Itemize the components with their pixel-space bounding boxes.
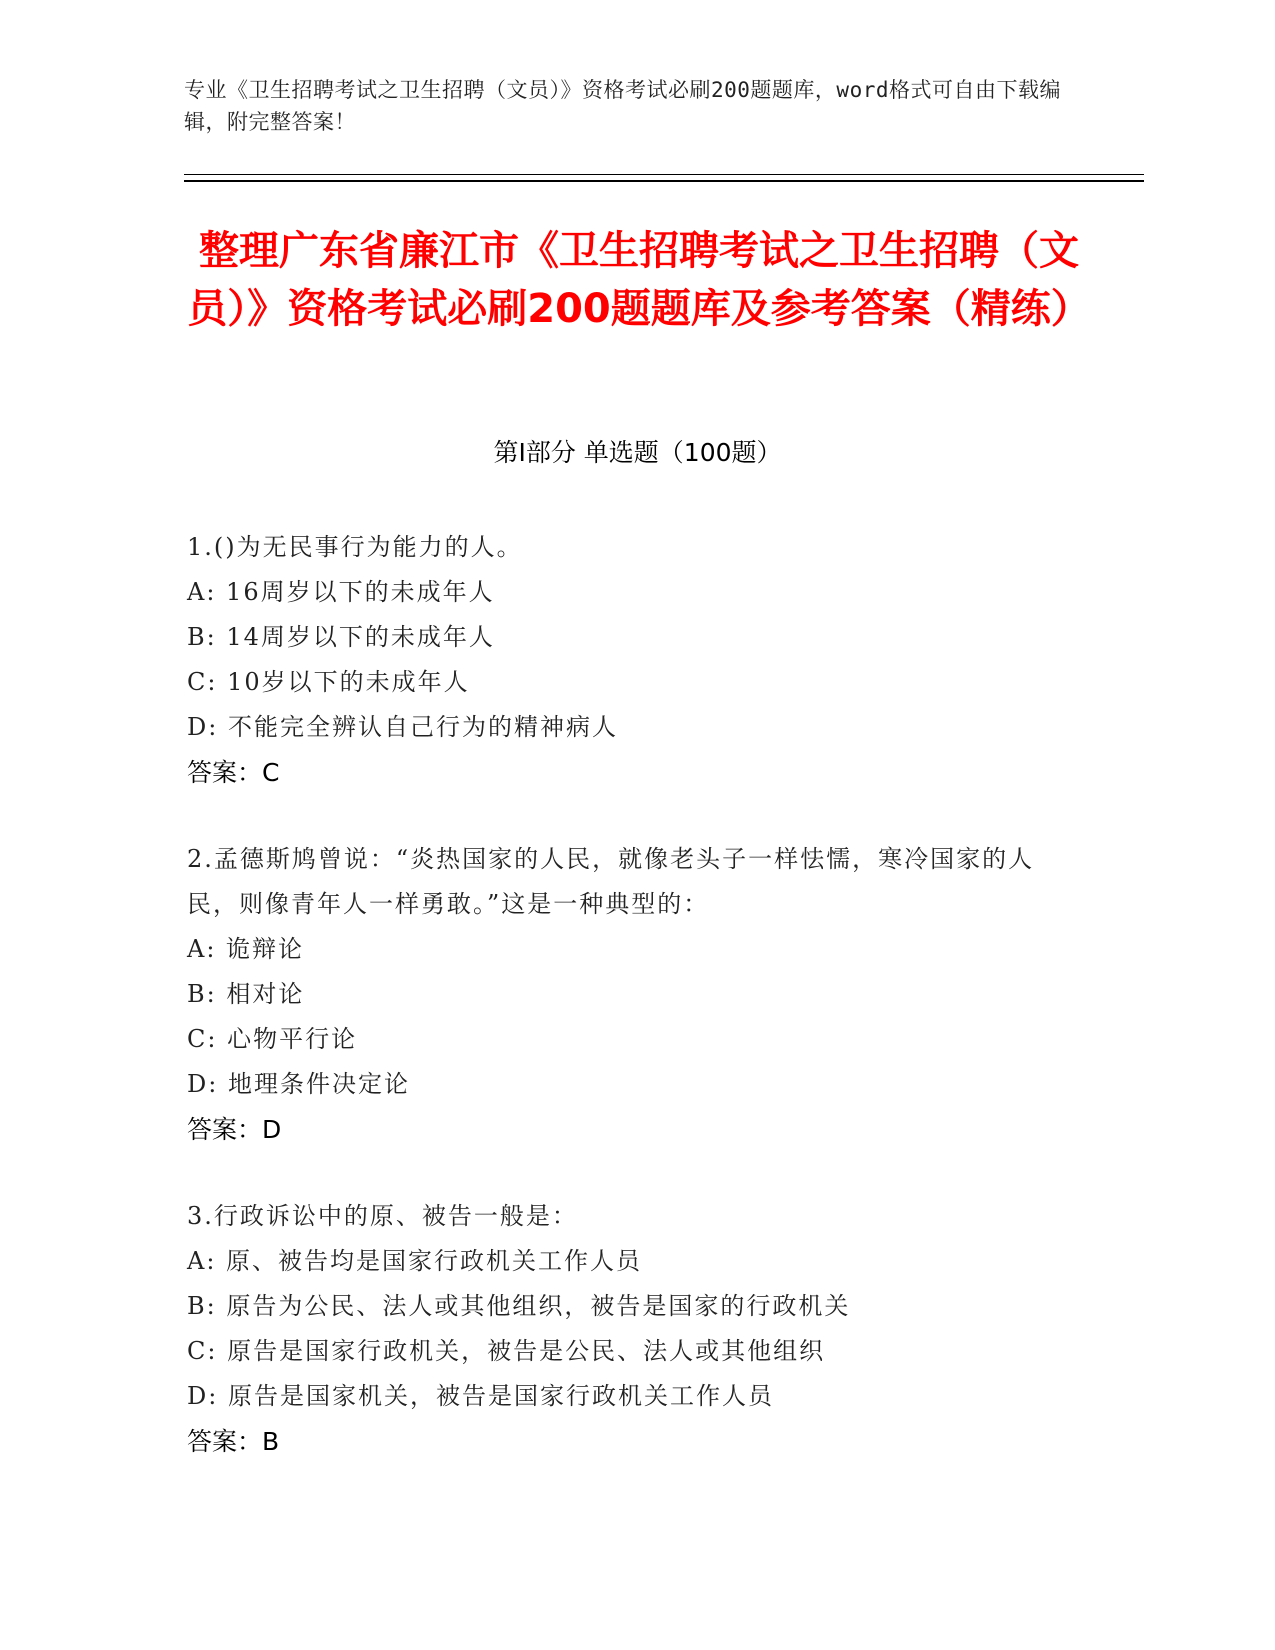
option-b: B: 14周岁以下的未成年人	[187, 623, 495, 651]
answer: 答案：C	[187, 758, 280, 787]
question-stem: 1.()为无民事行为能力的人。	[187, 533, 523, 561]
header-divider-thin	[184, 174, 1144, 175]
section-title: 第Ⅰ部分 单选题（100题）	[493, 438, 782, 467]
option-c: C: 10岁以下的未成年人	[187, 668, 470, 696]
option-a: A: 原、被告均是国家行政机关工作人员	[187, 1247, 643, 1275]
header-divider-thick	[184, 180, 1144, 182]
option-d: D: 不能完全辨认自己行为的精神病人	[187, 713, 618, 741]
option-b: B: 原告为公民、法人或其他组织，被告是国家的行政机关	[187, 1292, 851, 1320]
option-c: C: 原告是国家行政机关，被告是公民、法人或其他组织	[187, 1337, 826, 1365]
answer: 答案：B	[187, 1427, 280, 1456]
header-note: 专业《卫生招聘考试之卫生招聘（文员）》资格考试必刷200题题库，word格式可自由下载编辑，附完整答案！	[184, 78, 1061, 134]
option-a: A: 16周岁以下的未成年人	[187, 578, 495, 606]
question-2	[187, 837, 1067, 1152]
question-stem: 3.行政诉讼中的原、被告一般是：	[187, 1202, 578, 1230]
question-list	[187, 525, 1067, 1506]
question-1	[187, 525, 1067, 795]
question-3	[187, 1194, 1067, 1464]
option-b: B: 相对论	[187, 980, 305, 1008]
document-title: 整理广东省廉江市《卫生招聘考试之卫生招聘（文员）》资格考试必刷200题题库及参考答案（精练）	[187, 228, 1091, 332]
option-a: A: 诡辩论	[187, 935, 305, 963]
option-d: D: 原告是国家机关，被告是国家行政机关工作人员	[187, 1382, 774, 1410]
question-stem: 2.孟德斯鸠曾说：“炎热国家的人民，就像老头子一样怯懦，寒冷国家的人民，则像青年人一样勇敢。”这是一种典型的：	[187, 845, 1035, 918]
answer: 答案：D	[187, 1115, 282, 1144]
option-c: C: 心物平行论	[187, 1025, 358, 1053]
option-d: D: 地理条件决定论	[187, 1070, 410, 1098]
